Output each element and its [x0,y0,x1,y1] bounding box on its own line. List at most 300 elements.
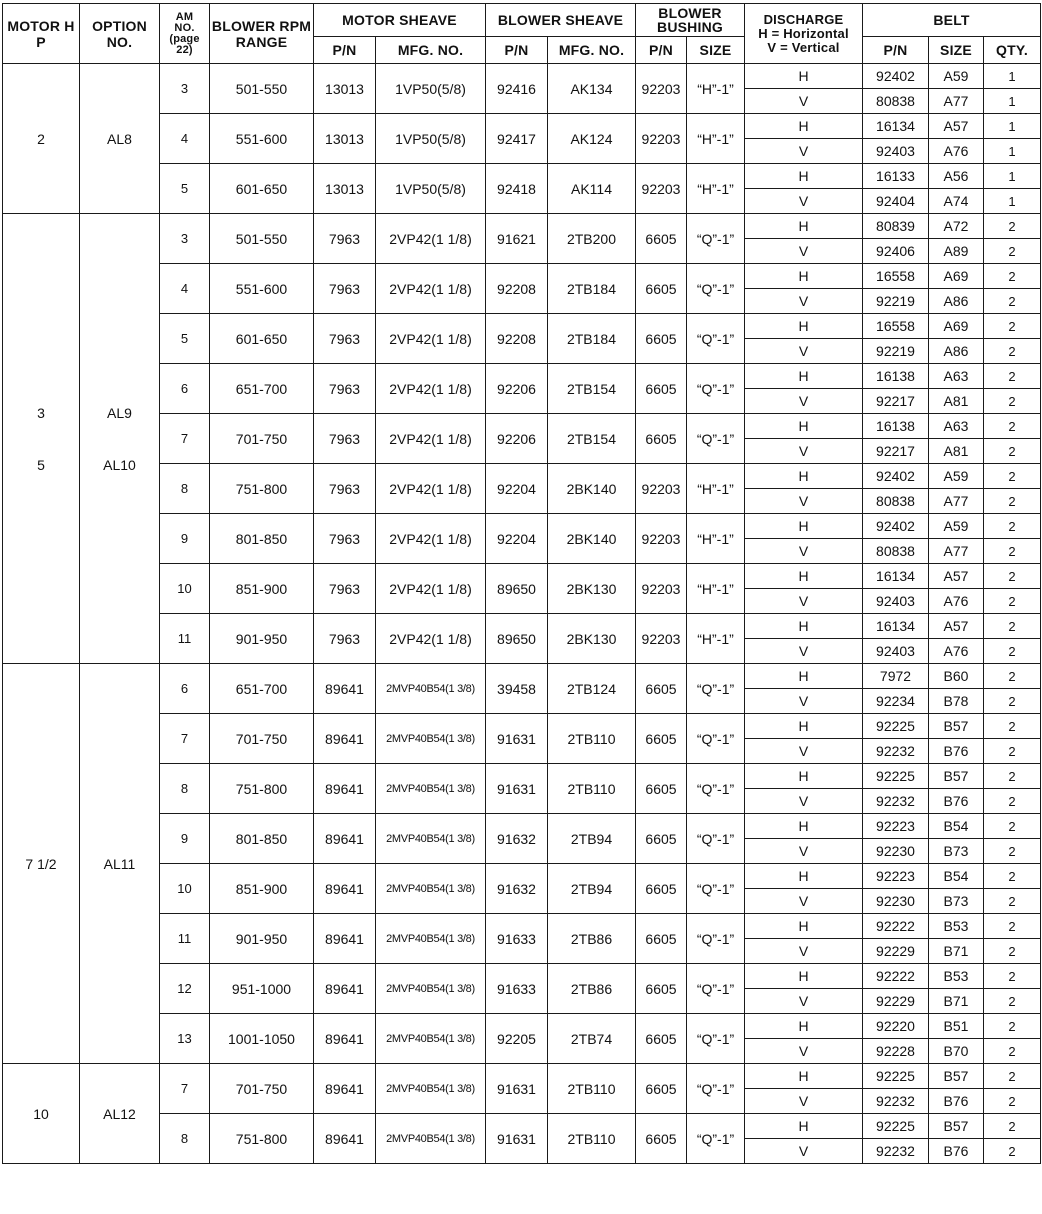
am-no-cell: 3 [160,64,210,114]
belt-size-cell: A77 [929,539,984,564]
belt-size-cell: B76 [929,1089,984,1114]
blower-rpm-cell: 851-900 [210,864,314,914]
blower-rpm-cell: 601-650 [210,164,314,214]
blower-sheave-pn-cell: 91632 [486,864,548,914]
option-no-cell [80,214,160,664]
bushing-pn-cell: 6605 [636,1114,687,1164]
belt-size-cell: A77 [929,89,984,114]
belt-size-cell: A81 [929,439,984,464]
motor-sheave-pn-cell: 7963 [314,314,376,364]
belt-qty-cell: 1 [984,139,1041,164]
belt-qty-cell: 2 [984,314,1041,339]
motor-sheave-pn-cell: 89641 [314,714,376,764]
bushing-size-header: SIZE [687,37,745,64]
blower-sheave-mfg-cell: AK124 [548,114,636,164]
am-no-cell: 6 [160,664,210,714]
table-row [3,64,1041,89]
belt-pn-cell: 92225 [863,714,929,739]
belt-size-cell: B57 [929,1064,984,1089]
bushing-size-cell: “Q”-1” [687,964,745,1014]
discharge-cell: V [745,689,863,714]
blower-sheave-mfg-cell: 2TB86 [548,914,636,964]
bushing-pn-cell: 6605 [636,1014,687,1064]
motor-sheave-mfg-cell: 2VP42(1 1/8) [376,364,486,414]
belt-pn-cell: 16134 [863,614,929,639]
belt-qty-cell: 1 [984,189,1041,214]
belt-size-cell: B73 [929,889,984,914]
blower-rpm-cell: 1001-1050 [210,1014,314,1064]
motor-sheave-pn-cell: 89641 [314,814,376,864]
discharge-cell: H [745,214,863,239]
belt-qty-cell: 1 [984,164,1041,189]
belt-size-cell: A63 [929,364,984,389]
blower-sheave-pn-cell: 92416 [486,64,548,114]
discharge-cell: V [745,189,863,214]
belt-qty-cell: 2 [984,1014,1041,1039]
blower-sheave-pn-cell: 91631 [486,1114,548,1164]
motor-sheave-mfg-cell: 2VP42(1 1/8) [376,414,486,464]
belt-qty-cell: 2 [984,214,1041,239]
discharge-cell: V [745,589,863,614]
discharge-cell: H [745,364,863,389]
blower-rpm-cell: 701-750 [210,1064,314,1114]
belt-pn-cell: 92230 [863,839,929,864]
am-no-cell: 9 [160,514,210,564]
belt-qty-cell: 2 [984,239,1041,264]
am-no-cell: 8 [160,764,210,814]
option-no-cell [80,1064,160,1164]
option-no-header: OPTION NO. [80,4,160,64]
blower-rpm-cell: 901-950 [210,614,314,664]
discharge-cell: V [745,339,863,364]
motor-hp-value: 3 [37,404,45,421]
belt-qty-cell: 2 [984,664,1041,689]
blower-sheave-header: BLOWER SHEAVE [486,4,636,37]
belt-qty-cell: 2 [984,839,1041,864]
belt-size-cell: B54 [929,864,984,889]
discharge-cell: H [745,1114,863,1139]
discharge-cell: V [745,839,863,864]
blower-sheave-mfg-cell: AK134 [548,64,636,114]
motor-sheave-mfg-cell: 2MVP40B54(1 3/8) [376,714,486,764]
blower-drive-spec-table [2,3,1041,1164]
blower-sheave-mfg-cell: 2TB86 [548,964,636,1014]
blower-sheave-mfg-cell: 2TB200 [548,214,636,264]
bushing-size-cell: “Q”-1” [687,1014,745,1064]
bushing-pn-cell: 6605 [636,314,687,364]
belt-size-cell: A72 [929,214,984,239]
blower-sheave-mfg-cell: 2BK130 [548,564,636,614]
hp-group [3,1064,1041,1164]
blower-rpm-cell: 901-950 [210,914,314,964]
belt-pn-cell: 92223 [863,864,929,889]
bushing-size-cell: “Q”-1” [687,914,745,964]
motor-sheave-pn-cell: 89641 [314,1014,376,1064]
belt-qty-cell: 2 [984,539,1041,564]
am-no-cell: 3 [160,214,210,264]
motor-sheave-mfg-cell: 2VP42(1 1/8) [376,614,486,664]
belt-size-cell: B57 [929,714,984,739]
bushing-pn-cell: 92203 [636,564,687,614]
blower-sheave-pn-cell: 39458 [486,664,548,714]
bushing-pn-cell: 6605 [636,814,687,864]
am-no-cell: 4 [160,264,210,314]
bushing-pn-cell: 6605 [636,764,687,814]
blower-rpm-cell: 551-600 [210,264,314,314]
blower-sheave-mfg-cell: 2BK140 [548,464,636,514]
discharge-cell: H [745,114,863,139]
motor-sheave-mfg-cell: 2VP42(1 1/8) [376,464,486,514]
bushing-pn-cell: 6605 [636,714,687,764]
table-row [3,214,1041,239]
bushing-pn-cell: 6605 [636,914,687,964]
discharge-cell: H [745,414,863,439]
belt-qty-cell: 2 [984,989,1041,1014]
blower-sheave-pn-cell: 92204 [486,514,548,564]
bushing-size-cell: “Q”-1” [687,714,745,764]
blower-sheave-pn-cell: 92208 [486,264,548,314]
bushing-size-cell: “Q”-1” [687,364,745,414]
belt-size-cell: B57 [929,764,984,789]
belt-qty-cell: 2 [984,739,1041,764]
option-no-value: AL12 [103,1105,136,1122]
belt-pn-cell: 92228 [863,1039,929,1064]
belt-pn-cell: 16558 [863,264,929,289]
am-no-cell: 10 [160,564,210,614]
belt-pn-cell: 92222 [863,914,929,939]
discharge-cell: H [745,64,863,89]
belt-size-cell: A86 [929,339,984,364]
bushing-pn-cell: 6605 [636,664,687,714]
belt-size-cell: A59 [929,64,984,89]
belt-pn-cell: 92402 [863,464,929,489]
motor-hp-value: 2 [37,130,45,147]
belt-pn-cell: 92229 [863,939,929,964]
belt-pn-cell: 92219 [863,339,929,364]
discharge-cell: H [745,914,863,939]
blower-sheave-mfg-cell: 2TB110 [548,764,636,814]
am-no-cell: 7 [160,414,210,464]
belt-qty-cell: 2 [984,489,1041,514]
belt-pn-cell: 92220 [863,1014,929,1039]
belt-qty-cell: 2 [984,414,1041,439]
blower-sheave-pn-cell: 92417 [486,114,548,164]
belt-qty-cell: 2 [984,464,1041,489]
am-no-cell: 11 [160,614,210,664]
belt-size-cell: A63 [929,414,984,439]
bushing-pn-cell: 92203 [636,614,687,664]
motor-sheave-mfg-cell: 2MVP40B54(1 3/8) [376,1064,486,1114]
blower-rpm-cell: 501-550 [210,64,314,114]
discharge-cell: H [745,864,863,889]
discharge-cell: H [745,714,863,739]
belt-size-cell: A69 [929,314,984,339]
motor-sheave-mfg-cell: 2VP42(1 1/8) [376,214,486,264]
bushing-size-cell: “H”-1” [687,514,745,564]
belt-size-cell: A69 [929,264,984,289]
motor-hp-cell [3,214,80,664]
discharge-cell: H [745,564,863,589]
discharge-cell: H [745,164,863,189]
discharge-cell: V [745,289,863,314]
belt-size-cell: A57 [929,114,984,139]
belt-pn-cell: 92402 [863,514,929,539]
blower-sheave-pn-cell: 91632 [486,814,548,864]
belt-size-header: SIZE [929,37,984,64]
belt-qty-cell: 2 [984,589,1041,614]
belt-pn-header: P/N [863,37,929,64]
option-no-cell [80,64,160,214]
belt-size-cell: B71 [929,939,984,964]
belt-size-cell: B76 [929,739,984,764]
blower-sheave-mfg-cell: 2TB94 [548,864,636,914]
belt-size-cell: B60 [929,664,984,689]
belt-size-cell: B70 [929,1039,984,1064]
bushing-pn-cell: 92203 [636,464,687,514]
belt-pn-cell: 80838 [863,89,929,114]
belt-qty-cell: 2 [984,1039,1041,1064]
discharge-cell: V [745,139,863,164]
motor-sheave-pn-cell: 13013 [314,114,376,164]
discharge-cell: H [745,464,863,489]
motor-hp-value: 7 1/2 [25,855,57,872]
belt-size-cell: A57 [929,564,984,589]
option-no-value: AL11 [103,855,136,872]
am-no-cell: 10 [160,864,210,914]
bushing-size-cell: “Q”-1” [687,814,745,864]
am-no-cell: 6 [160,364,210,414]
motor-sheave-mfg-cell: 2MVP40B54(1 3/8) [376,1114,486,1164]
belt-qty-cell: 2 [984,764,1041,789]
belt-size-cell: A57 [929,614,984,639]
motor-hp-value: 5 [37,456,45,473]
am-no-cell: 9 [160,814,210,864]
am-no-cell: 8 [160,464,210,514]
blower-mfg-header: MFG. NO. [548,37,636,64]
discharge-cell: H [745,264,863,289]
belt-pn-cell: 80838 [863,489,929,514]
belt-qty-cell: 2 [984,814,1041,839]
motor-sheave-mfg-cell: 2MVP40B54(1 3/8) [376,914,486,964]
belt-size-cell: A77 [929,489,984,514]
belt-size-cell: A59 [929,514,984,539]
motor-sheave-pn-cell: 7963 [314,614,376,664]
bushing-size-cell: “Q”-1” [687,214,745,264]
discharge-cell: H [745,1064,863,1089]
blower-sheave-mfg-cell: 2TB74 [548,1014,636,1064]
hp-group [3,664,1041,1064]
belt-qty-cell: 1 [984,114,1041,139]
bushing-size-cell: “Q”-1” [687,314,745,364]
bushing-size-cell: “Q”-1” [687,414,745,464]
motor-sheave-pn-cell: 7963 [314,364,376,414]
am-no-cell: 11 [160,914,210,964]
motor-sheave-pn-cell: 7963 [314,514,376,564]
motor-sheave-header: MOTOR SHEAVE [314,4,486,37]
blower-sheave-pn-cell: 92418 [486,164,548,214]
belt-pn-cell: 92222 [863,964,929,989]
blower-bushing-header: BLOWER BUSHING [636,4,745,37]
bushing-size-cell: “Q”-1” [687,1114,745,1164]
motor-sheave-pn-cell: 89641 [314,1064,376,1114]
motor-sheave-pn-cell: 89641 [314,964,376,1014]
belt-pn-cell: 16138 [863,364,929,389]
bushing-pn-cell: 6605 [636,964,687,1014]
blower-sheave-mfg-cell: 2TB110 [548,1064,636,1114]
blower-sheave-mfg-cell: 2TB184 [548,314,636,364]
discharge-cell: V [745,939,863,964]
option-no-value: AL10 [103,456,136,473]
belt-size-cell: B76 [929,1139,984,1164]
belt-size-cell: A74 [929,189,984,214]
blower-sheave-mfg-cell: 2TB110 [548,1114,636,1164]
am-no-cell: 8 [160,1114,210,1164]
blower-sheave-mfg-cell: 2TB184 [548,264,636,314]
bushing-pn-cell: 6605 [636,414,687,464]
belt-qty-cell: 2 [984,389,1041,414]
motor-sheave-mfg-cell: 2VP42(1 1/8) [376,264,486,314]
motor-sheave-mfg-cell: 2MVP40B54(1 3/8) [376,1014,486,1064]
belt-pn-cell: 92225 [863,1064,929,1089]
bushing-size-cell: “H”-1” [687,564,745,614]
belt-qty-cell: 2 [984,689,1041,714]
option-no-cell [80,664,160,1064]
discharge-cell: V [745,639,863,664]
belt-pn-cell: 80839 [863,214,929,239]
bushing-size-cell: “H”-1” [687,464,745,514]
blower-sheave-mfg-cell: 2BK130 [548,614,636,664]
option-no-value: AL9 [107,404,132,421]
motor-sheave-mfg-cell: 2VP42(1 1/8) [376,564,486,614]
belt-size-cell: B51 [929,1014,984,1039]
am-no-cell: 12 [160,964,210,1014]
belt-size-cell: B76 [929,789,984,814]
discharge-header: DISCHARGE H = Horizontal V = Vertical [745,4,863,64]
belt-size-cell: A76 [929,139,984,164]
motor-sheave-pn-cell: 89641 [314,664,376,714]
discharge-cell: V [745,539,863,564]
belt-pn-cell: 92234 [863,689,929,714]
motor-sheave-pn-cell: 89641 [314,764,376,814]
belt-pn-cell: 92217 [863,439,929,464]
am-no-cell: 5 [160,164,210,214]
motor-sheave-pn-cell: 7963 [314,414,376,464]
blower-sheave-pn-cell: 92205 [486,1014,548,1064]
belt-pn-cell: 92217 [863,389,929,414]
motor-hp-value: 10 [33,1105,49,1122]
motor-sheave-pn-cell: 7963 [314,264,376,314]
belt-size-cell: B53 [929,964,984,989]
belt-qty-cell: 2 [984,1114,1041,1139]
belt-size-cell: B57 [929,1114,984,1139]
belt-size-cell: A76 [929,639,984,664]
motor-sheave-pn-cell: 13013 [314,164,376,214]
bushing-size-cell: “Q”-1” [687,664,745,714]
discharge-cell: H [745,964,863,989]
discharge-cell: H [745,1014,863,1039]
motor-sheave-mfg-cell: 2MVP40B54(1 3/8) [376,664,486,714]
bushing-size-cell: “H”-1” [687,164,745,214]
bushing-pn-header: P/N [636,37,687,64]
motor-sheave-mfg-cell: 2MVP40B54(1 3/8) [376,764,486,814]
belt-qty-cell: 2 [984,964,1041,989]
blower-rpm-cell: 851-900 [210,564,314,614]
discharge-cell: V [745,239,863,264]
belt-pn-cell: 92229 [863,989,929,1014]
belt-pn-cell: 92232 [863,789,929,814]
am-no-cell: 7 [160,714,210,764]
bushing-pn-cell: 92203 [636,114,687,164]
belt-pn-cell: 92223 [863,814,929,839]
motor-hp-cell [3,664,80,1064]
blower-sheave-mfg-cell: 2TB154 [548,414,636,464]
am-no-cell: 13 [160,1014,210,1064]
motor-sheave-pn-cell: 89641 [314,914,376,964]
belt-pn-cell: 92232 [863,739,929,764]
belt-size-cell: B71 [929,989,984,1014]
belt-qty-cell: 2 [984,1139,1041,1164]
motor-sheave-mfg-cell: 1VP50(5/8) [376,164,486,214]
discharge-cell: V [745,789,863,814]
belt-pn-cell: 92230 [863,889,929,914]
motor-mfg-header: MFG. NO. [376,37,486,64]
blower-rpm-cell: 501-550 [210,214,314,264]
belt-pn-cell: 16133 [863,164,929,189]
belt-qty-cell: 2 [984,514,1041,539]
blower-sheave-pn-cell: 92208 [486,314,548,364]
discharge-cell: V [745,1089,863,1114]
motor-sheave-mfg-cell: 2VP42(1 1/8) [376,314,486,364]
blower-sheave-pn-cell: 91631 [486,764,548,814]
belt-qty-cell: 2 [984,439,1041,464]
blower-sheave-pn-cell: 91621 [486,214,548,264]
discharge-cell: H [745,614,863,639]
discharge-cell: V [745,889,863,914]
bushing-size-cell: “H”-1” [687,614,745,664]
blower-sheave-mfg-cell: 2TB110 [548,714,636,764]
blower-sheave-pn-cell: 92206 [486,414,548,464]
belt-pn-cell: 7972 [863,664,929,689]
belt-qty-cell: 1 [984,64,1041,89]
discharge-cell: V [745,739,863,764]
bushing-pn-cell: 6605 [636,214,687,264]
motor-sheave-pn-cell: 89641 [314,864,376,914]
belt-pn-cell: 92225 [863,764,929,789]
belt-pn-cell: 92232 [863,1089,929,1114]
belt-pn-cell: 92406 [863,239,929,264]
discharge-cell: H [745,314,863,339]
blower-rpm-cell: 751-800 [210,464,314,514]
am-no-cell: 4 [160,114,210,164]
blower-rpm-cell: 951-1000 [210,964,314,1014]
belt-qty-header: QTY. [984,37,1041,64]
discharge-cell: H [745,514,863,539]
bushing-pn-cell: 6605 [636,864,687,914]
bushing-size-cell: “Q”-1” [687,864,745,914]
blower-rpm-cell: 651-700 [210,364,314,414]
motor-hp-cell [3,1064,80,1164]
discharge-cell: V [745,489,863,514]
discharge-cell: H [745,764,863,789]
am-no-cell: 5 [160,314,210,364]
blower-sheave-pn-cell: 92206 [486,364,548,414]
blower-rpm-cell: 651-700 [210,664,314,714]
discharge-cell: V [745,1039,863,1064]
belt-qty-cell: 1 [984,89,1041,114]
bushing-pn-cell: 6605 [636,364,687,414]
discharge-cell: H [745,814,863,839]
bushing-pn-cell: 92203 [636,64,687,114]
